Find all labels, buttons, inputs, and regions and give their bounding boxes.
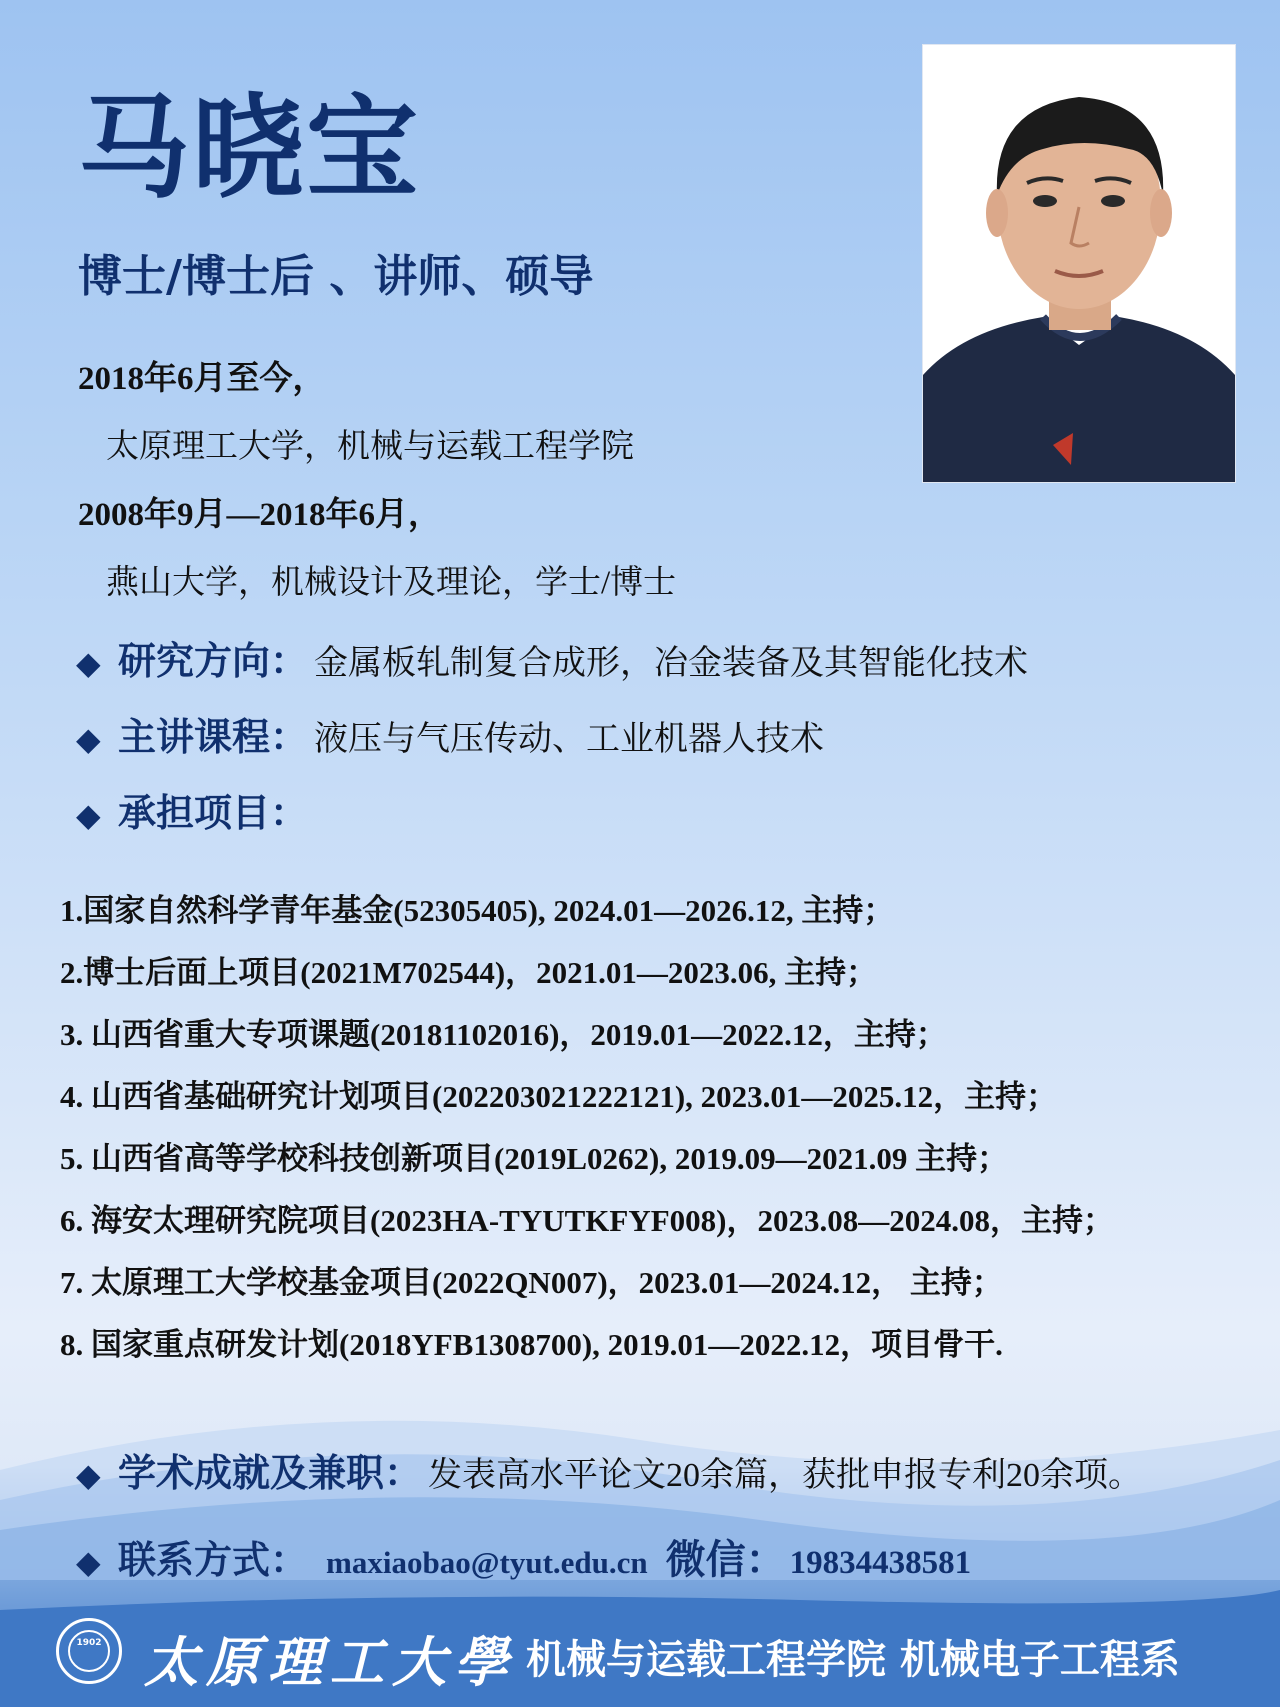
project-item: 2.博士后面上项目(2021M702544)，2021.01—2023.06, 主持； [60, 955, 878, 990]
project-item: 8. 国家重点研发计划(2018YFB1308700), 2019.01—2022.12，项目骨干. [60, 1327, 1003, 1362]
wechat-label: 微信： [665, 1537, 786, 1583]
research-value: 金属板轧制复合成形，冶金装备及其智能化技术 [314, 645, 1029, 682]
diamond-icon: ◆ [76, 721, 101, 757]
projects-section-header [76, 782, 308, 837]
university-seal-icon [56, 1618, 122, 1684]
courses-value: 液压与气压传动、工业机器人技术 [314, 721, 825, 758]
university-logo-text: 太原理工大學 [144, 1630, 516, 1694]
contact-label: 联系方式： [118, 1538, 309, 1582]
diamond-icon: ◆ [76, 645, 101, 681]
projects-label: 承担项目： [118, 791, 309, 835]
courses-label: 主讲课程： [118, 715, 309, 759]
project-item: 5. 山西省高等学校科技创新项目(2019L0262), 2019.09—2021.09 主持； [60, 1141, 1009, 1176]
career-date-current: 2018年6月至今， [78, 361, 326, 397]
contact-email[interactable]: maxiaobao@tyut.edu.cn [326, 1545, 648, 1580]
profile-name: 马晓宝 [78, 84, 420, 214]
profile-photo [922, 44, 1236, 483]
achievements-label: 学术成就及兼职： [118, 1451, 423, 1495]
seal-year: 1902 [76, 1638, 102, 1648]
project-item: 3. 山西省重大专项课题(20181102016)，2019.01—2022.12，主持； [60, 1017, 947, 1052]
project-item: 7. 太原理工大学校基金项目(2022QN007)，2023.01—2024.12， 主持； [60, 1265, 1003, 1300]
courses-section [76, 706, 824, 761]
profile-title: 博士/博士后 、讲师、硕导 [78, 251, 594, 302]
projects-list [60, 880, 1114, 1376]
department-name: 机械与运载工程学院 机械电子工程系 [526, 1637, 1180, 1683]
research-label: 研究方向： [118, 639, 309, 683]
achievements-value: 发表高水平论文20余篇，获批申报专利20余项。 [428, 1457, 1143, 1494]
career-date-previous: 2008年9月—2018年6月， [78, 497, 441, 533]
diamond-icon: ◆ [76, 797, 101, 833]
career-institution-current: 太原理工大学，机械与运载工程学院 [106, 429, 634, 465]
portrait-image [923, 45, 1235, 482]
career-institution-previous: 燕山大学，机械设计及理论，学士/博士 [106, 565, 677, 601]
project-item: 1.国家自然科学青年基金(52305405), 2024.01—2026.12, 主持； [60, 893, 895, 928]
diamond-icon: ◆ [76, 1544, 101, 1580]
project-item: 4. 山西省基础研究计划项目(202203021222121), 2023.01—2025.12，主持； [60, 1079, 1058, 1114]
project-item: 6. 海安太理研究院项目(2023HA-TYUTKFYF008)，2023.08—2024.08，主持； [60, 1203, 1114, 1238]
contact-phone: 19834438581 [789, 1545, 972, 1581]
research-section [76, 630, 1028, 685]
contact-section [76, 1528, 971, 1585]
diamond-icon: ◆ [76, 1457, 101, 1493]
achievements-section [76, 1442, 1142, 1497]
